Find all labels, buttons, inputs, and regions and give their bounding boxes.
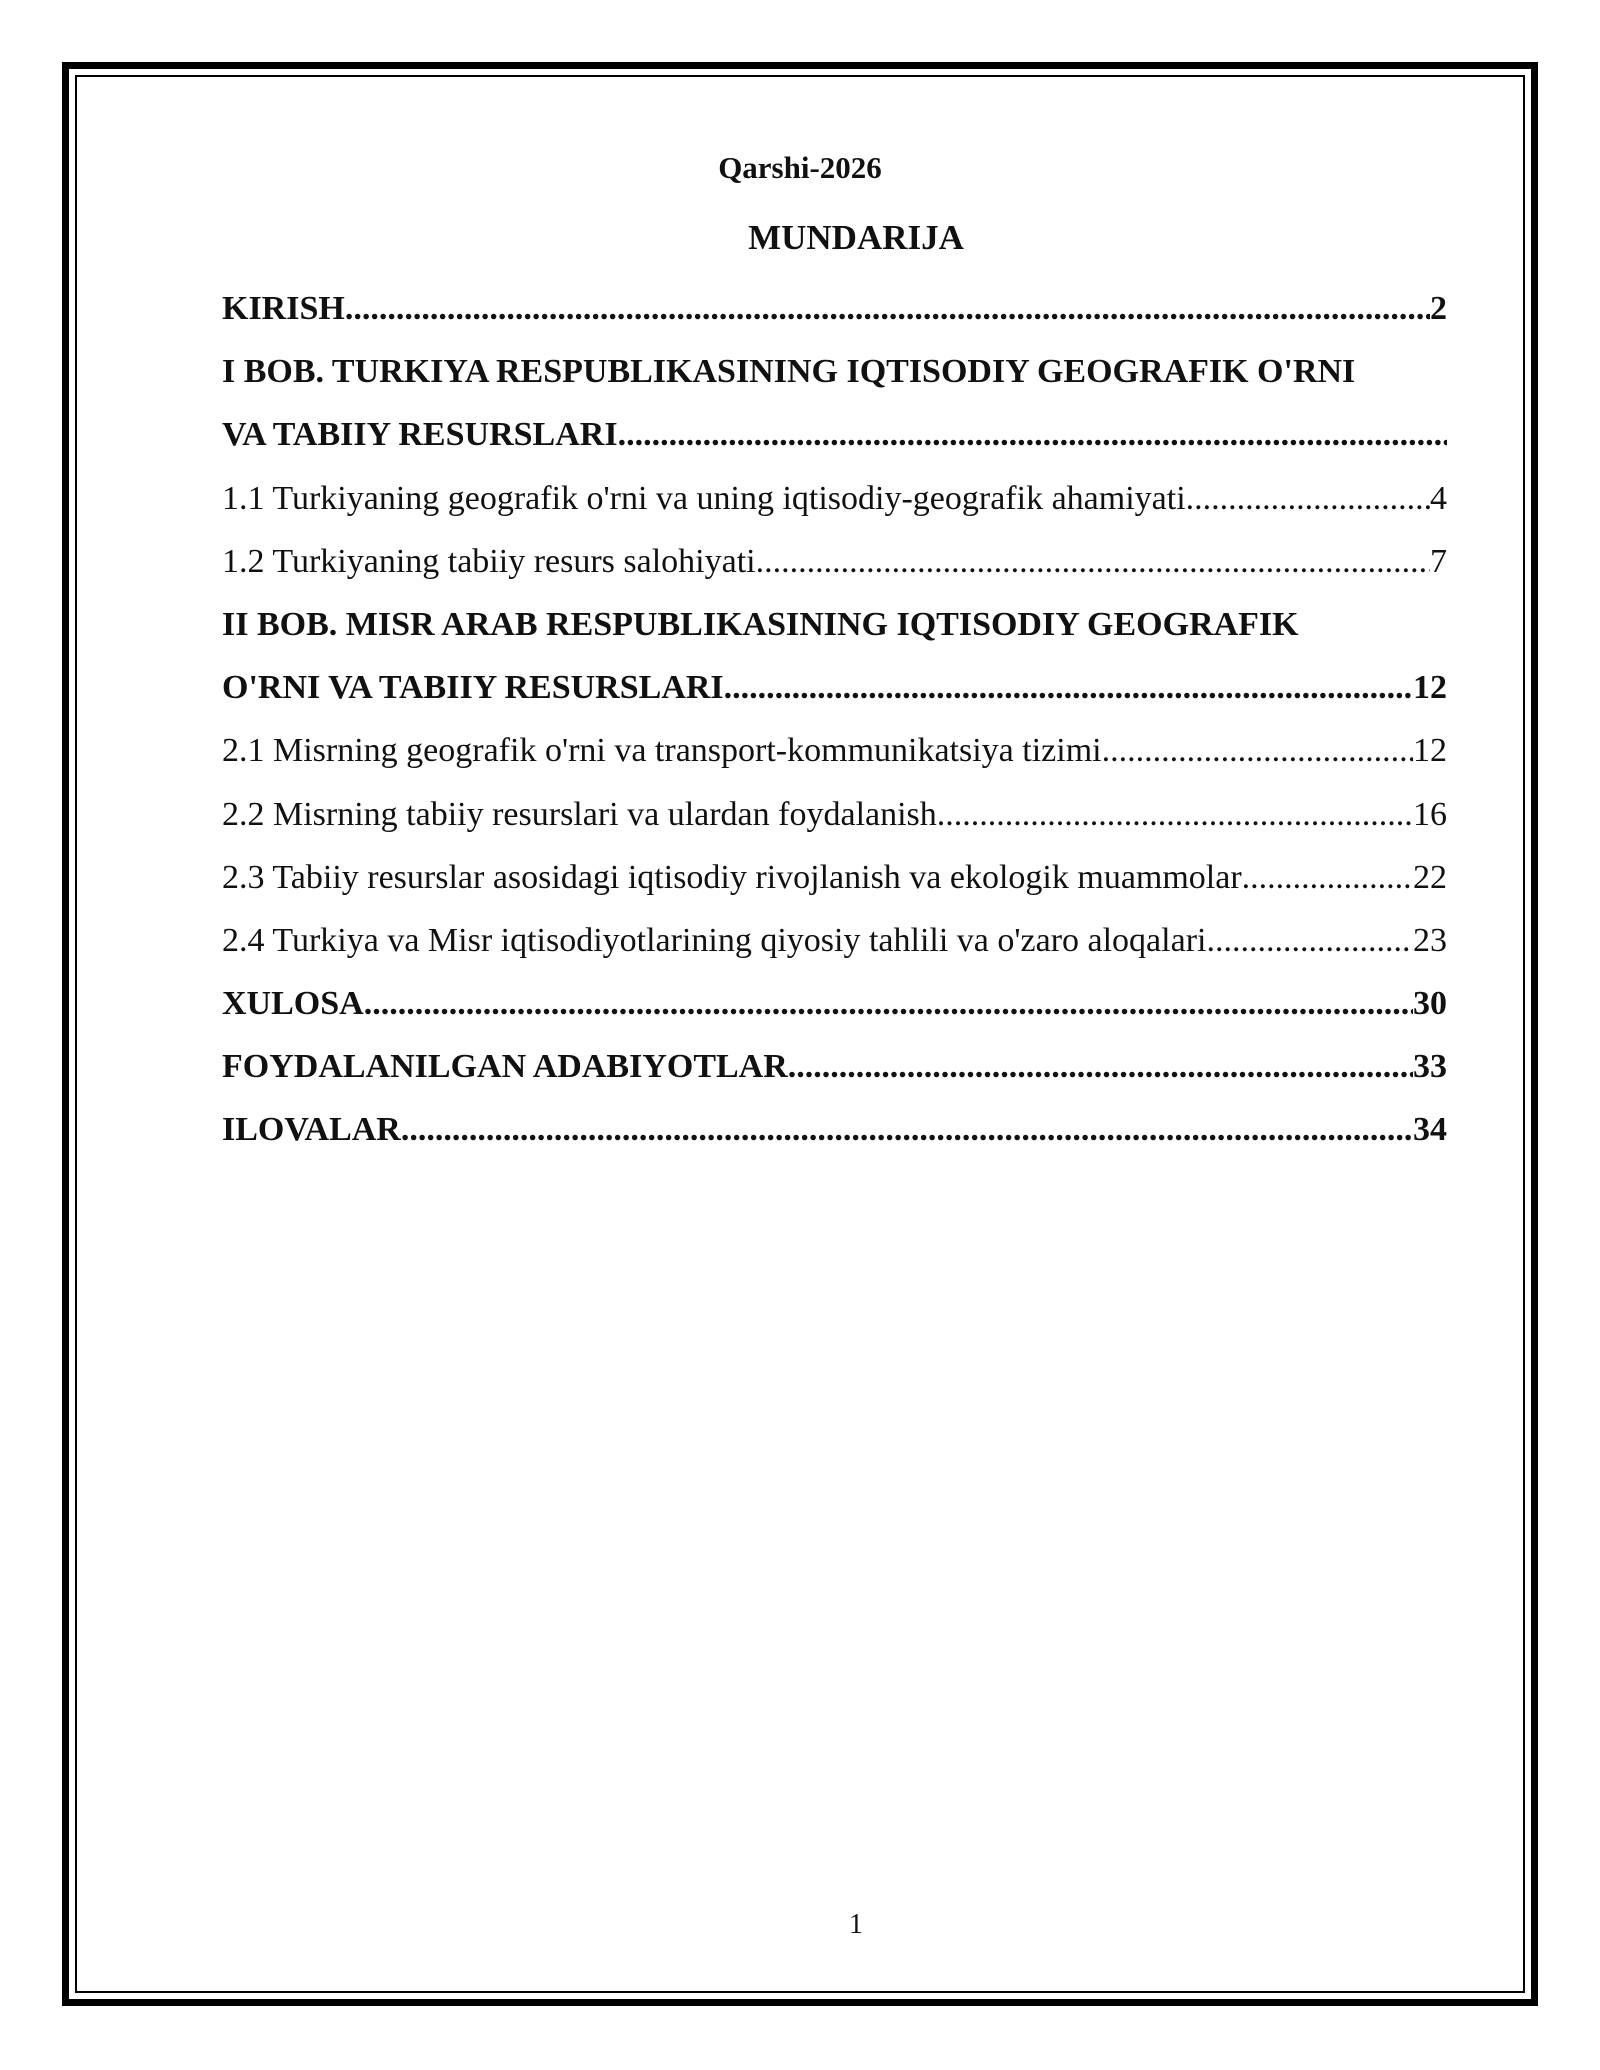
- table-of-contents-title: MUNDARIJA: [748, 218, 964, 257]
- page-number: 1: [849, 1909, 863, 1940]
- toc-dot-leader: [1102, 719, 1413, 782]
- toc-dot-leader: [364, 972, 1413, 1035]
- toc-entry-2-1[interactable]: [222, 719, 1447, 782]
- toc-dot-leader: [345, 277, 1430, 340]
- table-of-contents: [222, 277, 1447, 1162]
- city-year-heading: Qarshi-2026: [718, 150, 882, 185]
- toc-entry-2-2[interactable]: [222, 783, 1447, 846]
- toc-entry-chapter-2-line-1[interactable]: [222, 593, 1447, 656]
- toc-entry-title: 2.1 Misrning geografik o'rni va transport-kommunikatsiya tizimi: [222, 732, 1102, 770]
- toc-entry-page: 33: [1413, 1048, 1447, 1086]
- toc-entry-2-4[interactable]: [222, 909, 1447, 972]
- toc-dot-leader: [756, 530, 1430, 593]
- toc-entry-chapter-1-line-1[interactable]: [222, 340, 1447, 403]
- toc-entry-chapter-2-line-2[interactable]: [222, 656, 1447, 719]
- toc-entry-page: 22: [1413, 858, 1447, 896]
- toc-entry-page: 23: [1413, 921, 1447, 959]
- toc-entry-xulosa[interactable]: [222, 972, 1447, 1035]
- toc-dot-leader: [1206, 909, 1413, 972]
- toc-dot-leader: [1186, 467, 1430, 530]
- toc-entry-page: 12: [1413, 669, 1447, 707]
- toc-entry-title: ILOVALAR: [222, 1111, 401, 1149]
- toc-entry-title: O'RNI VA TABIIY RESURSLARI: [222, 669, 724, 707]
- toc-entry-1-2[interactable]: [222, 530, 1447, 593]
- toc-entry-title: 1.2 Turkiyaning tabiiy resurs salohiyati: [222, 542, 756, 580]
- toc-entry-title: 2.2 Misrning tabiiy resurslari va ulardan foydalanish: [222, 795, 937, 833]
- toc-dot-leader: [788, 1035, 1413, 1098]
- toc-entry-page: 7: [1430, 542, 1447, 580]
- toc-entry-page: 30: [1413, 985, 1447, 1023]
- toc-entry-title: I BOB. TURKIYA RESPUBLIKASINING IQTISODIY GEOGRAFIK O'RNI: [222, 353, 1356, 391]
- toc-dot-leader: [618, 403, 1447, 466]
- toc-entry-title: 2.3 Tabiiy resurslar asosidagi iqtisodiy rivojlanish va ekologik muammolar: [222, 858, 1242, 896]
- toc-dot-leader: [1242, 846, 1413, 909]
- toc-entry-ilovalar[interactable]: [222, 1098, 1447, 1161]
- toc-entry-title: II BOB. MISR ARAB RESPUBLIKASINING IQTISODIY GEOGRAFIK: [222, 605, 1299, 643]
- toc-dot-leader: [401, 1098, 1413, 1161]
- toc-entry-1-1[interactable]: [222, 467, 1447, 530]
- toc-entry-title: FOYDALANILGAN ADABIYOTLAR: [222, 1048, 788, 1086]
- toc-entry-adabiyotlar[interactable]: [222, 1035, 1447, 1098]
- toc-entry-page: 2: [1430, 290, 1447, 327]
- toc-dot-leader: [724, 656, 1413, 719]
- toc-entry-title: 1.1 Turkiyaning geografik o'rni va uning iqtisodiy-geografik ahamiyati: [222, 479, 1186, 517]
- toc-entry-2-3[interactable]: [222, 846, 1447, 909]
- toc-entry-page: 4: [1430, 479, 1447, 517]
- toc-entry-page: 34: [1413, 1111, 1447, 1149]
- toc-entry-title: XULOSA: [222, 985, 364, 1023]
- toc-entry-kirish[interactable]: [222, 277, 1447, 340]
- toc-entry-title: VA TABIIY RESURSLARI: [222, 416, 618, 454]
- toc-entry-title: KIRISH: [222, 290, 345, 327]
- toc-dot-leader: [937, 783, 1413, 846]
- toc-entry-page: 12: [1413, 732, 1447, 770]
- toc-entry-title: 2.4 Turkiya va Misr iqtisodiyotlarining qiyosiy tahlili va o'zaro aloqalari: [222, 921, 1207, 959]
- toc-entry-chapter-1-line-2[interactable]: [222, 403, 1447, 466]
- toc-entry-page: 16: [1413, 795, 1447, 833]
